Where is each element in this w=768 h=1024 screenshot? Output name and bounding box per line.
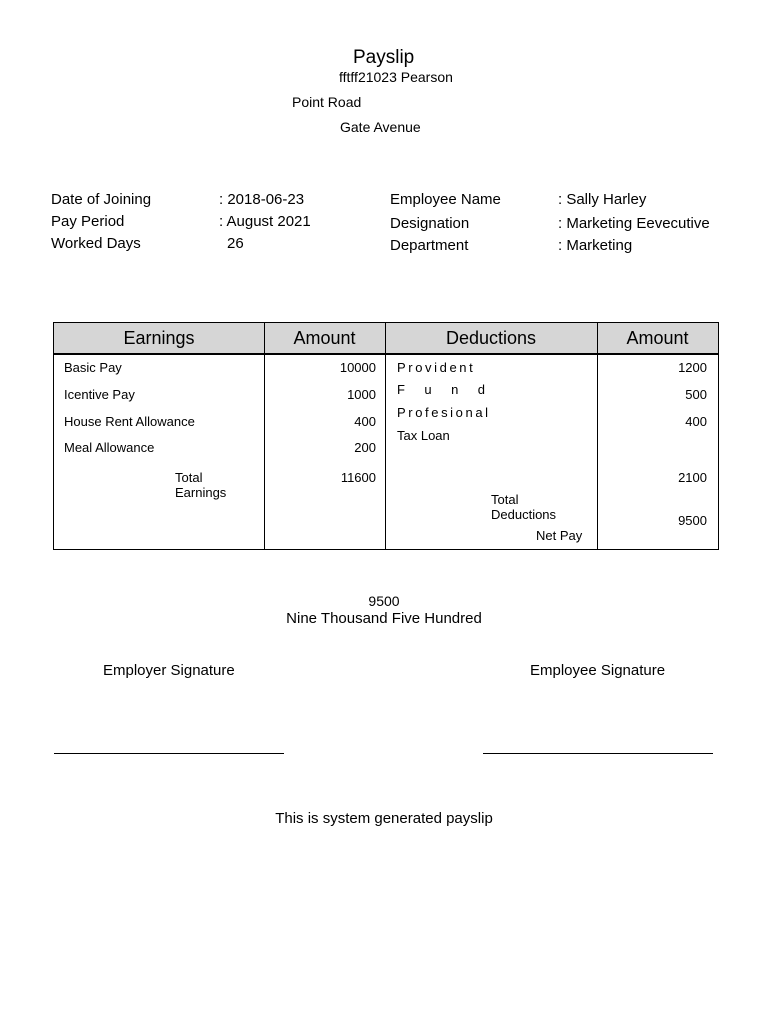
- total-earnings-label-1: Total: [175, 470, 203, 485]
- employee-name-label: Employee Name: [390, 191, 501, 208]
- earnings-amount-header: Amount: [293, 328, 356, 348]
- employee-signature-line: [483, 753, 713, 754]
- column-divider: [264, 323, 265, 549]
- department-value: : Marketing: [558, 237, 633, 254]
- earning-amount: 1000: [347, 387, 376, 402]
- earning-label: Icentive Pay: [64, 387, 135, 402]
- payslip-table: [53, 322, 719, 550]
- earning-amount: 200: [354, 440, 376, 455]
- address-line-1: Point Road: [292, 94, 362, 110]
- earning-amount: 400: [354, 414, 376, 429]
- earning-amount: 10000: [339, 360, 376, 375]
- deduction-label: [397, 382, 485, 397]
- designation-value: : Marketing Eevecutive: [558, 215, 710, 232]
- deduction-label: Provident: [397, 360, 476, 375]
- employee-signature-label: Employee Signature: [530, 662, 666, 679]
- deduction-label: Profesional: [397, 405, 491, 420]
- doj-label: Date of Joining: [51, 191, 152, 208]
- earning-label: House Rent Allowance: [64, 414, 195, 429]
- net-amount-words: Nine Thousand Five Hundred: [286, 610, 482, 627]
- employer-signature-label: Employer Signature: [103, 662, 235, 679]
- earnings-header: Earnings: [123, 328, 195, 348]
- earning-label: Meal Allowance: [64, 440, 155, 455]
- column-divider: [385, 323, 386, 549]
- net-amount: 9500: [368, 593, 400, 609]
- net-pay-label: Net Pay: [536, 528, 583, 543]
- employer-signature-line: [54, 753, 284, 754]
- deduction-label-text: F u n d: [397, 382, 485, 397]
- pay-period-value: : August 2021: [219, 213, 311, 230]
- page-title: Payslip: [353, 47, 415, 68]
- footer-note: This is system generated payslip: [275, 810, 493, 827]
- deduction-amount: 1200: [678, 360, 707, 375]
- worked-days-value: 26: [227, 235, 244, 252]
- doj-value: : 2018-06-23: [219, 191, 305, 208]
- deduction-amount: 500: [685, 387, 707, 402]
- department-label: Department: [390, 237, 469, 254]
- total-deductions-value: 2100: [678, 470, 707, 485]
- total-deductions-label-1: Total: [491, 492, 519, 507]
- deduction-label: Tax Loan: [397, 428, 450, 443]
- total-deductions-label-2: Deductions: [491, 507, 557, 522]
- designation-label: Designation: [390, 215, 470, 232]
- deductions-header: Deductions: [445, 328, 537, 348]
- deduction-amount: 400: [685, 414, 707, 429]
- address-line-2: Gate Avenue: [340, 119, 421, 135]
- earning-label: Basic Pay: [64, 360, 122, 375]
- pay-period-label: Pay Period: [51, 213, 125, 230]
- employee-name-value: : Sally Harley: [558, 191, 647, 208]
- total-earnings-value: 11600: [340, 470, 376, 485]
- company-name: fftff21023 Pearson: [339, 69, 453, 85]
- deductions-amount-header: Amount: [626, 328, 689, 348]
- worked-days-label: Worked Days: [51, 235, 141, 252]
- net-pay-value: 9500: [678, 513, 707, 528]
- total-earnings-label-2: Earnings: [175, 485, 227, 500]
